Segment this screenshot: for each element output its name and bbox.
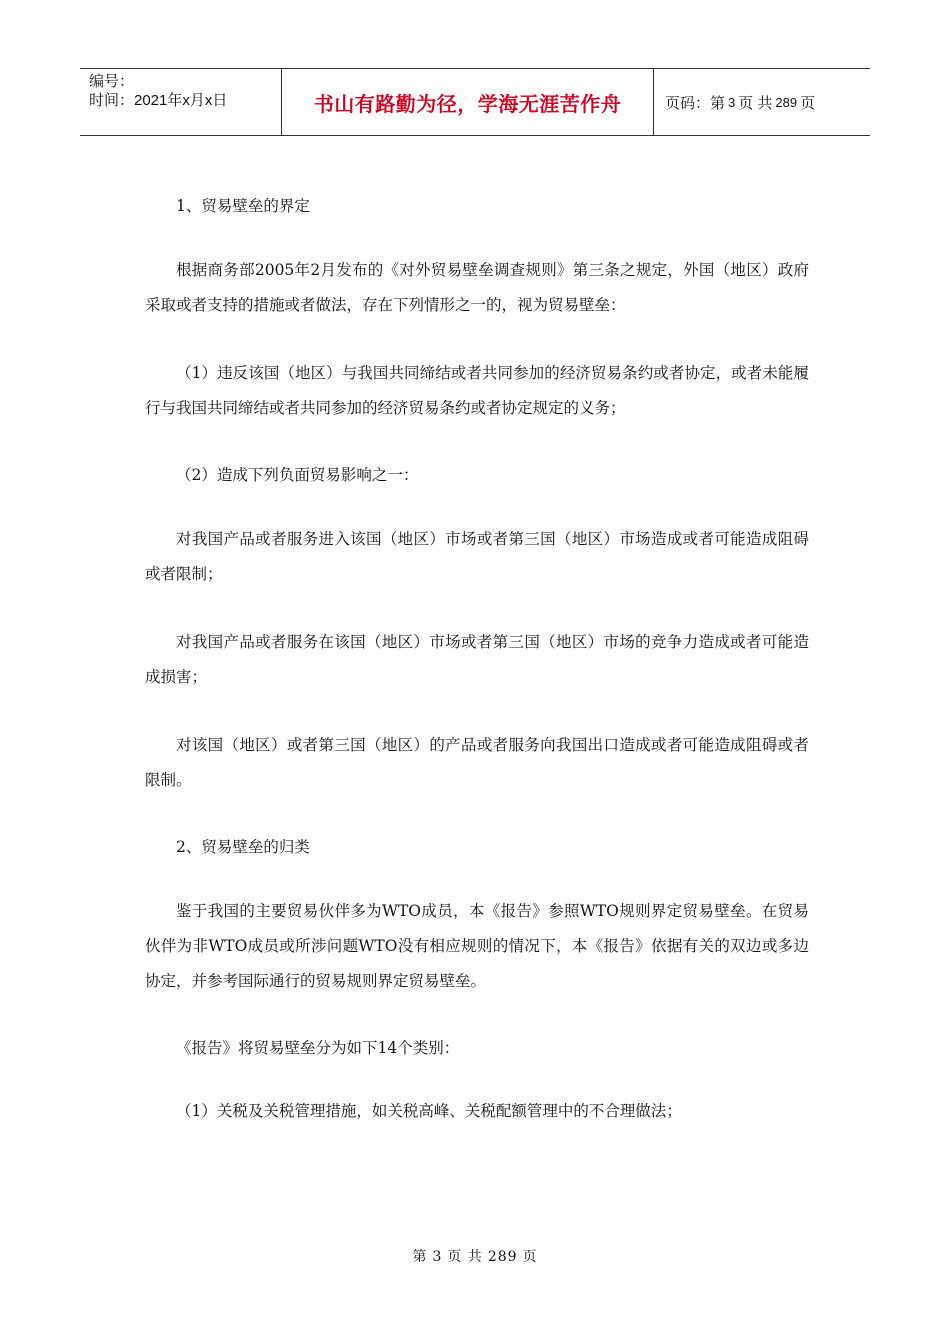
header-meta-cell [80, 69, 282, 135]
footer-prefix: 第 [412, 1249, 428, 1265]
footer-mid: 页 共 [447, 1249, 483, 1265]
header-page-total: 289 [775, 94, 798, 110]
serial-number-label: 编号： [89, 73, 135, 90]
footer-current-page: 3 [432, 1249, 443, 1265]
paragraph: 对该国（地区）或者第三国（地区）的产品或者服务向我国出口造成或者可能造成阻碍或者限制。 [145, 736, 809, 789]
paragraph: （1）关税及关税管理措施，如关税高峰、关税配额管理中的不合理做法； [176, 1102, 682, 1120]
header-page-suffix: 页 [800, 94, 816, 112]
paragraph: 对我国产品或者服务在该国（地区）市场或者第三国（地区）市场的竞争力造成或者可能造成损害； [145, 633, 809, 686]
section-heading-2: 2、贸易壁垒的归类 [176, 838, 310, 856]
header-motto: 书山有路勤为径，学海无涯苦作舟 [282, 69, 654, 135]
header-page-current: 3 [728, 94, 736, 110]
footer-total-pages: 289 [487, 1249, 518, 1265]
paragraph: 鉴于我国的主要贸易伙伴多为WTO成员，本《报告》参照WTO规则界定贸易壁垒。在贸易伙伴为非WTO成员或所涉问题WTO没有相应规则的情况下，本《报告》依据有关的双边或多边协定，并参考国际通行的贸易规则界定贸易壁垒。 [145, 902, 809, 990]
footer-suffix: 页 [522, 1249, 538, 1265]
paragraph: 《报告》将贸易壁垒分为如下14个类别： [176, 1039, 460, 1057]
date-label: 时间：2021年x月x日 [89, 92, 228, 109]
header-page-info [654, 69, 870, 135]
paragraph: （1）违反该国（地区）与我国共同缔结或者共同参加的经济贸易条约或者协定，或者未能履行与我国共同缔结或者共同参加的经济贸易条约或者协定规定的义务； [145, 364, 809, 417]
header-page-mid: 页 共 [738, 94, 773, 112]
document-body [145, 190, 809, 1158]
document-header [80, 68, 870, 136]
page-footer [0, 1246, 950, 1266]
paragraph: （2）造成下列负面贸易影响之一： [176, 466, 419, 484]
paragraph: 对我国产品或者服务进入该国（地区）市场或者第三国（地区）市场造成或者可能造成阻碍或者限制； [145, 530, 809, 583]
header-page-prefix: 页码：第 [665, 94, 726, 112]
paragraph: 根据商务部2005年2月发布的《对外贸易壁垒调查规则》第三条之规定，外国（地区）政府采取或者支持的措施或者做法，存在下列情形之一的，视为贸易壁垒： [145, 261, 809, 314]
section-heading-1: 1、贸易壁垒的界定 [176, 197, 310, 215]
